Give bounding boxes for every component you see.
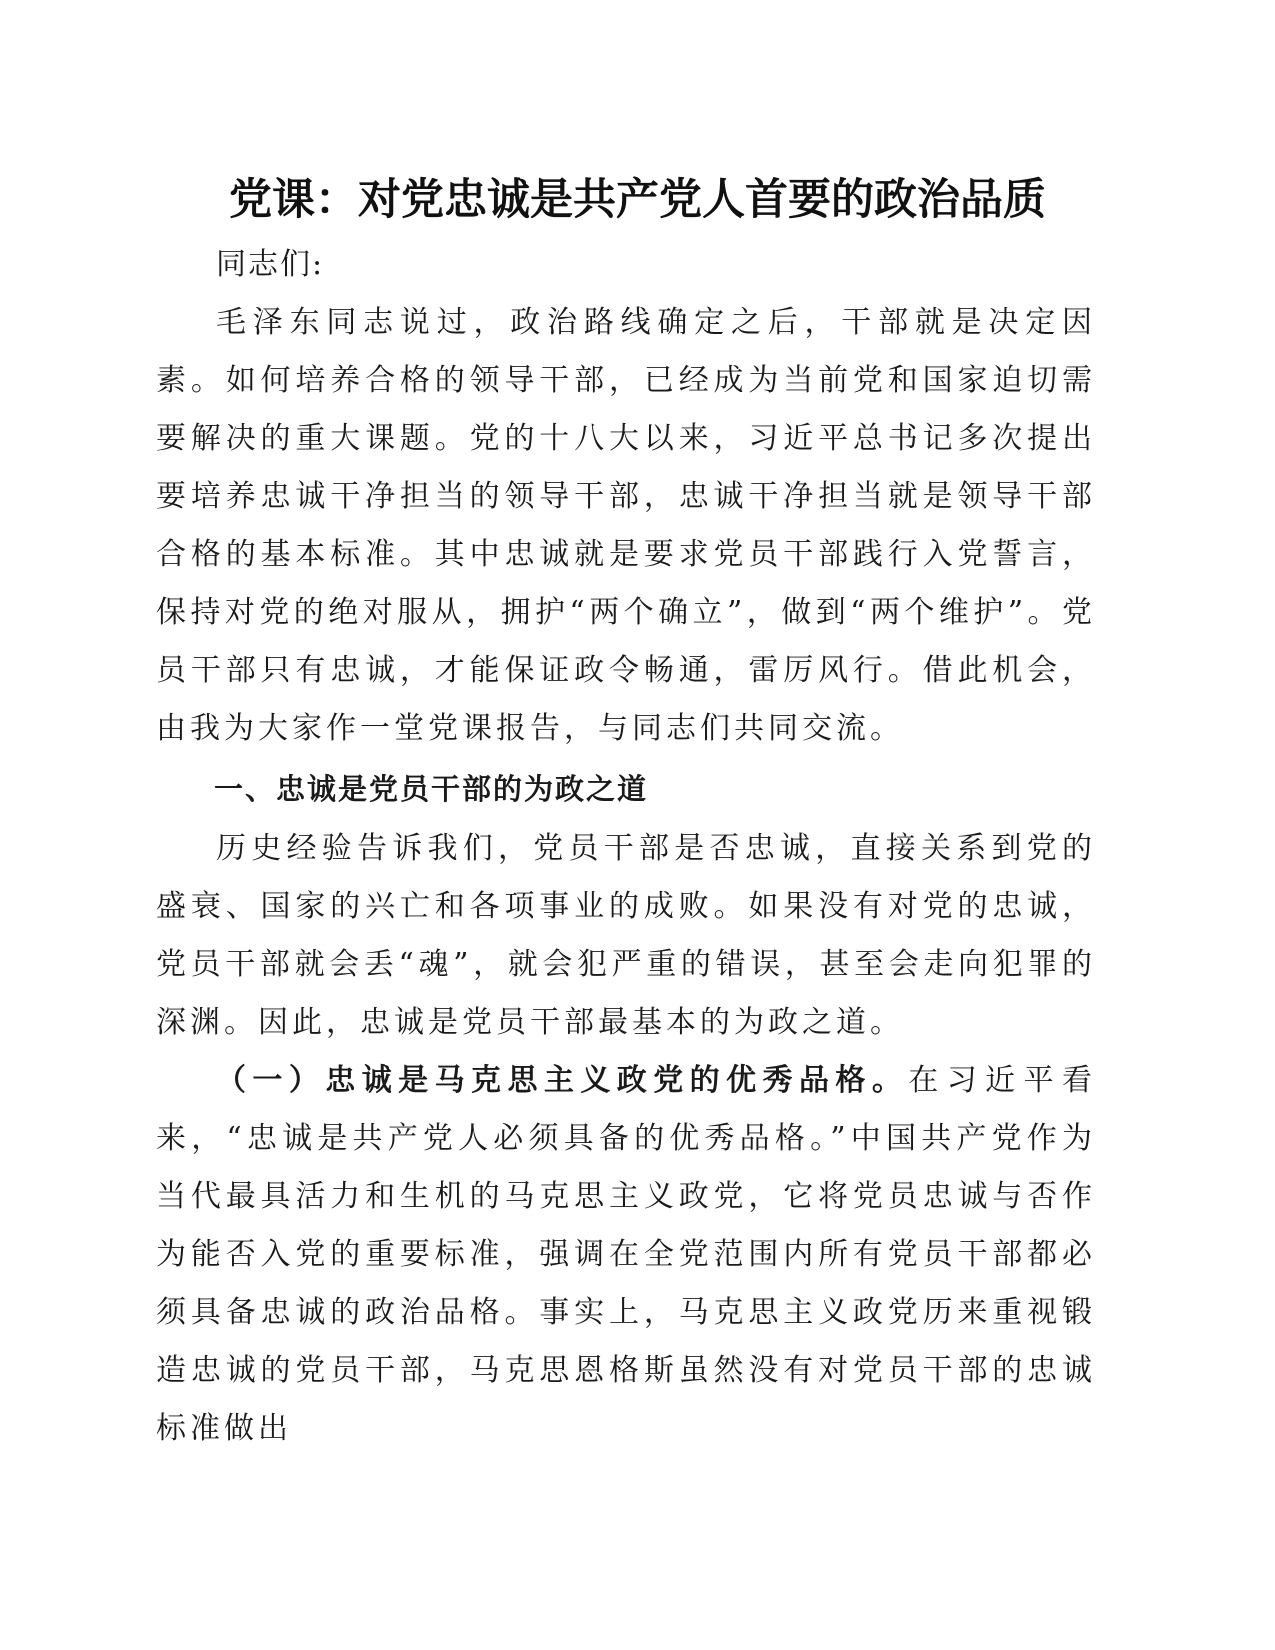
subsection-lead: （一）忠诚是马克思主义政党的优秀品格。 <box>216 1063 909 1098</box>
document-body <box>156 236 1096 1458</box>
document-title: 党课：对党忠诚是共产党人首要的政治品质 <box>229 175 1046 225</box>
intro-paragraph: 毛泽东同志说过，政治路线确定之后，干部就是决定因素。如何培养合格的领导干部，已经成为当前党和国家迫切需要解决的重大课题。党的十八大以来，习近平总书记多次提出要培养忠诚干净担当的领导干部，忠诚干净担当就是领导干部合格的基本标准。其中忠诚就是要求党员干部践行入党誓言，保持对党的绝对服从，拥护“两个确立”，做到“两个维护”。党员干部只有忠诚，才能保证政令畅通，雷厉风行。借此机会，由我为大家作一堂党课报告，与同志们共同交流。 <box>156 305 1096 746</box>
subsection-text: 在习近平看来，“忠诚是共产党人必须具备的优秀品格。”中国共产党作为当代最具活力和生机的马克思主义政党，它将党员忠诚与否作为能否入党的重要标准，强调在全党范围内所有党员干部都必须具备忠诚的政治品格。事实上，马克思主义政党历来重视锻造忠诚的党员干部，马克思恩格斯虽然没有对党员干部的忠诚标准做出 <box>156 1063 1097 1446</box>
subsection-paragraph <box>156 1052 1096 1458</box>
greeting: 同志们: <box>216 247 325 282</box>
section-heading: 一、忠诚是党员干部的为政之道 <box>214 772 649 806</box>
section-paragraph: 历史经验告诉我们，党员干部是否忠诚，直接关系到党的盛衰、国家的兴亡和各项事业的成败。如果没有对党的忠诚，党员干部就会丢“魂”，就会犯严重的错误，甚至会走向犯罪的深渊。因此，忠诚是党员干部最基本的为政之道。 <box>156 831 1096 1040</box>
